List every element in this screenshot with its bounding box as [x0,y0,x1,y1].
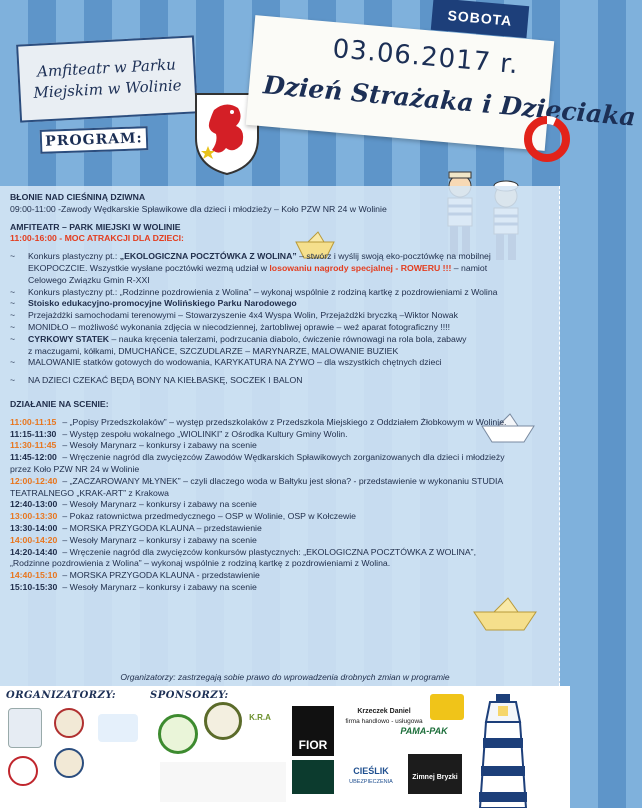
schedule-text: – Wręczenie nagród dla zwycięzców konkursów plastycznych: „EKOLOGICZNA POCZTÓWKA Z WOLINA”, [60,546,476,557]
schedule-row [10,440,550,452]
stage-schedule [10,417,550,594]
paper-boat-icon [474,598,536,632]
schedule-row [10,535,550,547]
program-item-continuation: Celowego Związku Gmin R-XXI [28,274,150,285]
schedule-row [10,476,550,488]
schedule-time: 11:15-11:30 [10,428,57,439]
schedule-text: – Występ zespołu wokalnego „WIOLINKI” z Ośrodka Kultury Gminy Wolin. [60,428,348,439]
event-date: 03.06.2017 r. [331,34,521,81]
sponsor-text-block [160,762,286,802]
schedule-time: 12:40-13:00 [10,499,58,510]
schedule-text: TEATRALNEGO „KRAK-ART” z Krakowa [10,487,169,498]
organizer-logo-5 [98,714,138,742]
schedule-text: – „Popisy Przedszkolaków” – występ przedszkolaków z Przedszkola Miejskiego z Oddziałem Żłobkowym w Wolinie. [60,416,507,427]
sponsor-krzeczek-sub: firma handlowo - usługowa [345,718,423,725]
bullet-icon: ~ [10,375,16,386]
schedule-text: „Rodzinne pozdrowienia z Wolina” – wykonaj wspólnie z rodziną kartkę z pozdrowieniami z Wolina. [10,558,391,569]
schedule-row [10,429,550,441]
lighthouse-icon [468,692,538,808]
bullet-icon: ~ [10,286,16,297]
organizer-logo-3 [8,756,38,786]
organizers-label: ORGANIZATORZY: [6,690,117,701]
bullet-icon: ~ [10,298,16,309]
schedule-row-continuation [10,558,550,570]
section-heading: BŁONIE NAD CIEŚNINĄ DZIWNA [10,192,146,202]
program-item-continuation: EKOPOCZCIE. Wszystkie wysłane pocztówki wezmą udział w losowaniu nagrody specjalnej - ROWERU !!! – namiot [28,262,488,273]
program-item: ~ MALOWANIE statków gotowych do wodowania, KARYKATURA NA ŻYWO – dla wszystkich chętnych dzieci [10,357,442,368]
sponsor-pamapak: PAMA-PAK [400,726,448,736]
schedule-time: 15:10-15:30 [10,581,58,592]
schedule-row [10,523,550,535]
lifebuoy-icon [524,116,570,162]
schedule-row [10,511,550,523]
schedule-time: 12:00-12:40 [10,475,58,486]
schedule-text: – „ZACZAROWANY MŁYNEK” – czyli dlaczego woda w Bałtyku jest słona? - przedstawienie w wykonaniu STUDIA [60,475,504,486]
sponsors-label: SPONSORZY: [150,690,229,701]
schedule-text: przez Koło PZW NR 24 w Wolinie [10,463,140,474]
program-item: 09:00-11:00 -Zawody Wędkarskie Spławikowe dla dzieci i młodzieży – Koło PZW NR 24 w Wolinie [10,203,387,214]
sponsor-fior: FIOR [292,706,334,756]
organizers-note: Organizatorzy: zastrzegają sobie prawo do wprowadzenia drobnych zmian w programie [120,672,450,682]
sponsor-pizzeria-box [408,754,462,794]
schedule-text: – Wesoły Marynarz – konkursy i zabawy na scenie [60,534,257,545]
program-item: ~ Konkurs plastyczny pt.: „Rodzinne pozdrowienia z Wolina” – wykonaj wspólnie z rodziną kartkę z pozdrowieniami z Wolina [10,286,498,297]
schedule-text: – Wesoły Marynarz – konkursy i zabawy na scenie [60,581,257,592]
schedule-time: 14:20-14:40 [10,546,58,557]
bullet-icon: ~ [10,310,16,321]
schedule-time: 14:40-15:10 [10,570,58,581]
schedule-row [10,499,550,511]
schedule-text: – MORSKA PRZYGODA KLAUNA - przedstawienie [60,570,260,581]
schedule-row [10,417,550,429]
venue-text: Amfiteatr w Parku Miejskim w Wolinie [33,55,183,102]
venue-banner [16,35,198,122]
section-heading: DZIAŁANIE NA SCENIE: [10,398,109,409]
event-title: Dzień Strażaka i Dzieciaka [262,70,637,132]
program-item: ~ MONIDŁO – możliwość wykonania zdjęcia w niecodziennej, żartobliwej oprawie – weź aparat fotograficzny !!!! [10,321,451,332]
schedule-time: 11:45-12:00 [10,452,57,463]
schedule-text: – Wesoły Marynarz – konkursy i zabawy na scenie [60,440,257,451]
attractions-heading: 11:00-16:00 - MOC ATRAKCJI DLA DZIECI: [10,233,184,244]
sponsor-logo-1 [158,714,198,754]
schedule-row-continuation [10,488,550,500]
bullet-icon: ~ [10,333,16,344]
section-heading: AMFITEATR – PARK MIEJSKI W WOLINIE [10,221,181,232]
program-item: ~ CYRKOWY STATEK – nauka kręcenia talerzami, podrzucania diabolo, ćwiczenie równowagi na rola bola, zabawy [10,333,467,344]
organizer-logo-4 [54,748,84,778]
schedule-text: – Wręczenie nagród dla zwycięzców Zawodów Wędkarskich Spławikowych zorganizowanych dla dzieci i młodzieży [60,452,505,463]
bullet-icon: ~ [10,357,16,368]
bullet-icon: ~ [10,321,16,332]
schedule-text: – Wesoły Marynarz – konkursy i zabawy na scenie [60,499,257,510]
program-item-continuation: z maczugami, kółkami, DMUCHAŃCE, SZCZUDLARZE – MARYNARZE, MALOWANIE BUZIEK [28,345,399,356]
sponsor-logo-green [292,760,334,794]
schedule-time: 13:30-14:00 [10,522,58,533]
program-item: ~ Przejażdżki samochodami terenowymi – Stowarzyszenie 4x4 Wyspa Wolin, Przejażdżki bryczką –Wiktor Nowak [10,310,458,321]
schedule-text: – MORSKA PRZYGODA KLAUNA – przedstawienie [60,522,262,533]
schedule-time: 11:30-11:45 [10,440,57,451]
sponsor-logo-2 [204,702,242,740]
program-item: ~ Stoisko edukacyjno-promocyjne Wolińskiego Parku Narodowego [10,298,297,309]
organizer-logo-1 [8,708,42,748]
schedule-row [10,582,550,594]
program-label: PROGRAM: [40,126,149,154]
schedule-text: – Pokaz ratownictwa przedmedycznego – OSP w Wolinie, OSP w Kołczewie [60,511,356,522]
schedule-time: 14:00-14:20 [10,534,58,545]
schedule-row [10,547,550,559]
schedule-row [10,452,550,464]
schedule-row-continuation [10,464,550,476]
day-badge: SOBOTA [431,0,529,38]
program-item: ~ NA DZIECI CZEKAĆ BĘDĄ BONY NA KIEŁBASKĘ, SOCZEK I BALON [10,375,303,386]
sponsor-cieslik-sub: UBEZPIECZENIA [349,779,393,785]
excavator-icon [430,694,464,720]
schedule-time: 13:00-13:30 [10,511,58,522]
bullet-icon: ~ [10,251,16,262]
sponsor-krzeczek: Krzeczek Daniel [357,708,411,715]
sponsor-kra: K.R.A [249,713,271,722]
organizer-logo-2 [54,708,84,738]
schedule-row [10,570,550,582]
sponsor-pizzeria: Zimnej Bryzki [412,774,458,781]
program-item: ~ Konkurs plastyczny pt.: „EKOLOGICZNA POCZTÓWKA Z WOLINA” – stwórz i wyślij swoją eko-pocztówkę na mobilnej [10,251,491,262]
schedule-time: 11:00-11:15 [10,416,57,427]
sponsor-cieslik: CIEŚLIK [353,766,389,776]
program-content [10,192,550,594]
